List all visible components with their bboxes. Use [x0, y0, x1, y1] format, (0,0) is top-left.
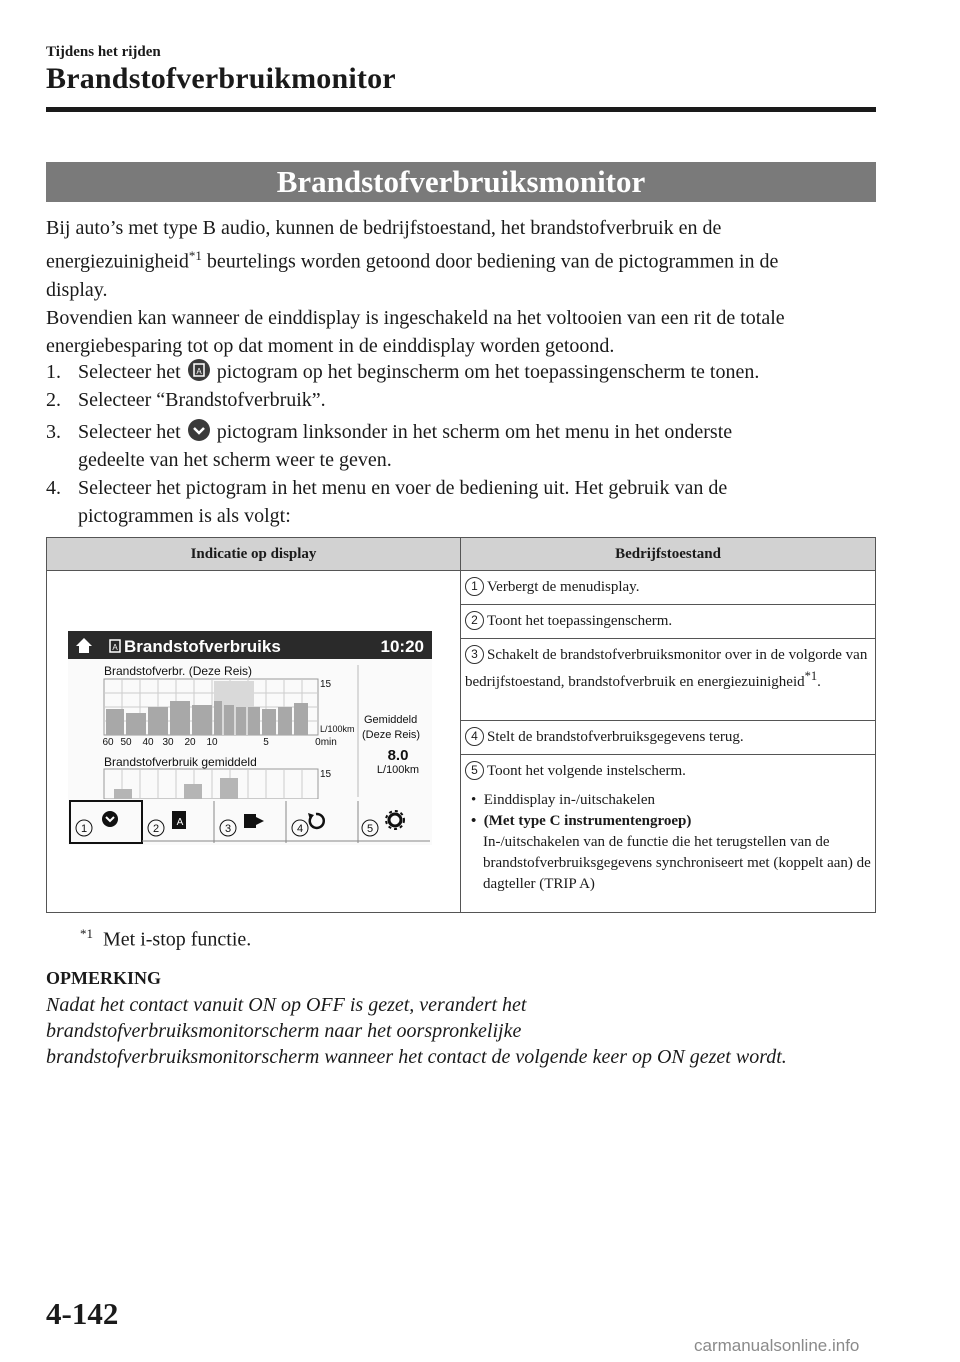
- bullet-text: Einddisplay in-/uitschakelen: [483, 792, 655, 808]
- unit-label: L/100km: [320, 724, 355, 734]
- x-tick-label: 5: [263, 737, 269, 748]
- table-row: [461, 721, 876, 755]
- y-tick: 15: [320, 679, 332, 690]
- intro-line: [46, 242, 886, 276]
- chart-bar: [214, 701, 222, 735]
- watermark: carmanualsonline.info: [694, 1336, 860, 1355]
- step-text: Selecteer “Brandstofverbruik”.: [78, 389, 326, 411]
- step-text: pictogrammen is als volgt:: [78, 505, 291, 527]
- intro-text: energiezuinigheid: [46, 250, 189, 273]
- svg-text:A: A: [196, 367, 202, 376]
- intro-text: beurtelings worden getoond door bediening van de pictogrammen in de: [201, 250, 779, 273]
- x-tick-label: 20: [184, 737, 196, 748]
- callout-number: 2: [465, 611, 484, 630]
- applications-icon: [172, 811, 186, 829]
- intro-line: Bovendien kan wanneer de einddisplay is ingeschakeld na het voltooien van een rit de totale: [46, 306, 785, 329]
- screen-title: Brandstofverbruiks: [124, 637, 281, 656]
- table-header: Indicatie op display: [47, 538, 461, 571]
- bullet-item: • Einddisplay in-/uitschakelen: [471, 792, 655, 808]
- footnote-ref: *1: [188, 248, 202, 263]
- intro-line: display.: [46, 278, 108, 301]
- chart-bar: [262, 709, 276, 735]
- step-text: Selecteer het: [78, 361, 181, 383]
- chart-bar: [148, 707, 168, 735]
- step-1: [46, 358, 866, 386]
- menu-callout-number: 2: [152, 823, 160, 835]
- step-text: pictogram linksonder in het scherm om het menu in het onderste: [216, 421, 733, 443]
- row-text: Verbergt de menudisplay.: [487, 579, 640, 595]
- row-text: Toont het toepassingenscherm.: [487, 613, 673, 629]
- footnote-mark: *1: [80, 926, 93, 941]
- step-3: [46, 418, 866, 474]
- footnote-ref: *1: [804, 669, 818, 683]
- callout-number: 4: [465, 727, 484, 746]
- x-tick-label: 30: [162, 737, 174, 748]
- x-tick-label: 60: [102, 737, 114, 748]
- menu-callout-number: 5: [366, 823, 374, 835]
- svg-text:A: A: [112, 643, 118, 652]
- title-rule: [46, 107, 876, 112]
- bullet-text: (Met type C instrumentengroep): [483, 813, 692, 829]
- applications-icon: [188, 359, 210, 381]
- note-line: brandstofverbruiksmonitorscherm wanneer het contact de volgende keer op ON gezet wordt.: [46, 1046, 787, 1068]
- intro-line: energiebesparing tot op dat moment in de einddisplay worden getoond.: [46, 334, 615, 357]
- page-title: Brandstofverbruikmonitor: [46, 62, 396, 95]
- row-text: Toont het volgende instelscherm.: [487, 763, 686, 779]
- screen-clock: 10:20: [380, 637, 424, 656]
- intro-paragraph: [46, 214, 886, 360]
- chart-bar: [106, 709, 124, 735]
- note-line: Nadat het contact vanuit ON op OFF is gezet, verandert het: [46, 994, 527, 1016]
- step-text: pictogram op het beginscherm om het toepassingenscherm te tonen.: [216, 361, 760, 383]
- chart-bar: [224, 705, 234, 735]
- footnote: [80, 926, 251, 952]
- table-header: Bedrijfstoestand: [461, 538, 876, 571]
- chart-bar: [294, 703, 308, 735]
- section-banner: Brandstofverbruiksmonitor: [46, 162, 876, 202]
- svg-text:A: A: [176, 817, 184, 828]
- x-tick-label: 40: [142, 737, 154, 748]
- chevron-down-icon: [102, 811, 118, 827]
- step-number: 4.: [46, 477, 61, 499]
- step-number: 2.: [46, 389, 61, 411]
- callout-number: 3: [465, 645, 484, 664]
- x-tick-label: 0min: [315, 737, 337, 748]
- chart-bar: [236, 707, 246, 735]
- note-heading: OPMERKING: [46, 968, 161, 988]
- display-screenshot: [68, 631, 432, 845]
- average-label: Gemiddeld: [364, 714, 418, 726]
- chart-bar: [248, 707, 260, 735]
- bullet-item: • (Met type C instrumentengroep): [471, 813, 692, 829]
- step-2: [46, 386, 866, 414]
- table-row: [461, 755, 876, 913]
- chart-label: Brandstofverbr. (Deze Reis): [104, 664, 253, 678]
- note-line: brandstofverbruiksmonitorscherm naar het oorspronkelijke: [46, 1020, 522, 1042]
- callout-number: 1: [465, 577, 484, 596]
- average-label: (Deze Reis): [362, 729, 421, 741]
- chevron-down-icon: [188, 419, 210, 441]
- menu-callout-number: 3: [224, 823, 232, 835]
- step-text: Selecteer het pictogram in het menu en voer de bediening uit. Het gebruik van de: [78, 477, 728, 499]
- step-number: 1.: [46, 361, 61, 383]
- step-4: [46, 474, 866, 530]
- table-row: [461, 571, 876, 605]
- average-value: 8.0: [387, 747, 409, 764]
- x-tick-label: 50: [120, 737, 132, 748]
- chart-bar: [170, 701, 190, 735]
- y-tick: 15: [320, 769, 332, 780]
- note-body: [46, 992, 886, 1070]
- table-row: [461, 605, 876, 639]
- row-text: Stelt de brandstofverbruiksgegevens terug.: [487, 729, 744, 745]
- step-text: Selecteer het: [78, 421, 181, 443]
- menu-callout-number: 4: [296, 823, 304, 835]
- page-number: 4-142: [46, 1296, 119, 1331]
- menu-callout-number: 1: [80, 823, 88, 835]
- step-text: gedeelte van het scherm weer te geven.: [78, 449, 392, 471]
- row-text: Schakelt de brandstofverbruiksmonitor over in de volgorde van bedrijfstoestand, brandstofverbruik en energiezuinigheid: [465, 647, 868, 690]
- average-unit: L/100km: [376, 764, 420, 776]
- intro-line: Bij auto’s met type B audio, kunnen de bedrijfstoestand, het brandstofverbruik en de: [46, 217, 722, 239]
- row-text: .: [817, 674, 821, 690]
- table-row: [461, 639, 876, 721]
- chart-label: Brandstofverbruik gemiddeld: [104, 755, 257, 769]
- step-number: 3.: [46, 421, 61, 443]
- chart-bar: [278, 707, 292, 735]
- bullet-body: In-/uitschakelen van de functie die het terugstellen van de brandstofverbruiksgegevens synchroniseert met (koppelt aan) de dagteller (TRIP A): [483, 834, 871, 892]
- x-tick-label: 10: [206, 737, 218, 748]
- chart-bar: [192, 705, 212, 735]
- footnote-text: Met i-stop functie.: [103, 928, 252, 951]
- chart-bar: [126, 713, 146, 735]
- callout-number: 5: [465, 761, 484, 780]
- section-label: Tijdens het rijden: [46, 44, 161, 60]
